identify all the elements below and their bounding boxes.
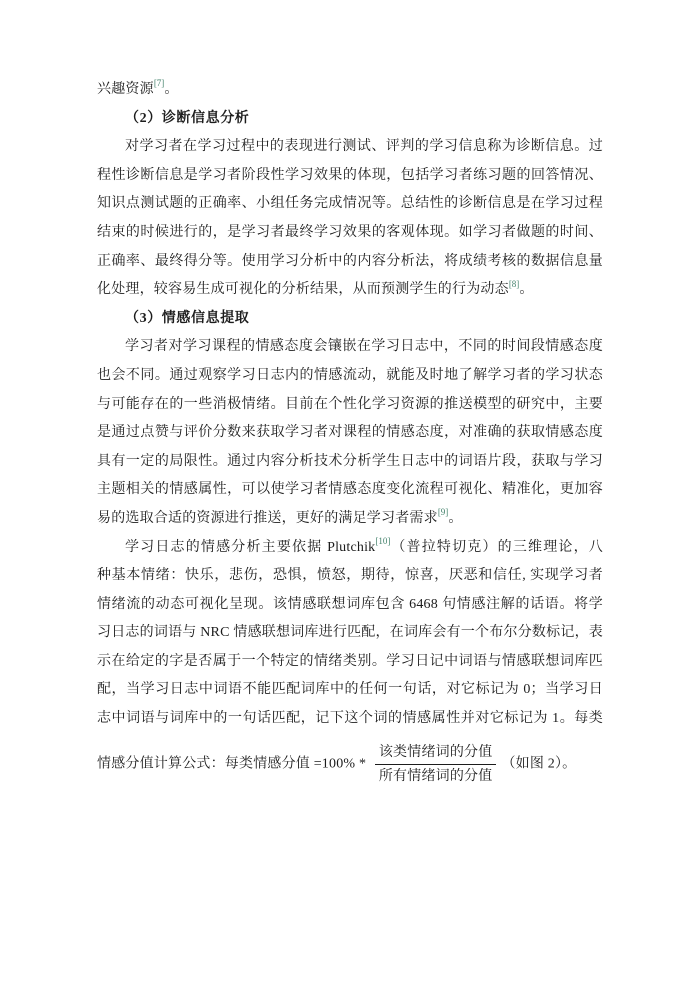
text-line	[97, 248, 603, 277]
text-line	[97, 562, 603, 591]
text-line	[97, 476, 603, 505]
text-run: 主题相关的情感属性，可以使学习者情感态度变化流程可视化、精准化，更加容	[97, 482, 603, 498]
text-run: 也会不同。通过观察学习日志内的情感流动，就能及时地了解学习者的学习状态	[97, 367, 603, 383]
text-line	[97, 333, 603, 362]
fraction-numerator: 该类情绪词的分值	[375, 742, 497, 765]
text-line	[97, 534, 603, 563]
text-run: 。	[519, 282, 534, 298]
text-line	[97, 76, 603, 105]
section-heading	[97, 305, 603, 334]
body-text-block	[97, 76, 603, 787]
text-run: 情感分值计算公式：每类情感分值 =100% *	[97, 756, 370, 772]
text-run: 志中词语与词库中的一句话匹配，记下这个词的情感属性并对它标记为 1。每类	[97, 711, 603, 727]
fraction-denominator: 所有情绪词的分值	[378, 768, 493, 784]
text-run: 种基本情绪：快乐，悲伤，恐惧，愤怒，期待，惊喜，厌恶和信任, 实现学习者	[97, 568, 603, 584]
text-line	[97, 648, 603, 677]
text-run: 具有一定的局限性。通过内容分析技术分析学生日志中的词语片段，获取与学习	[97, 453, 603, 469]
text-line	[97, 619, 603, 648]
formula-line	[97, 734, 603, 787]
text-line	[97, 705, 603, 734]
text-run: 学习日志的情感分析主要依据 Plutchik	[125, 539, 376, 555]
text-line	[97, 362, 603, 391]
text-run: 易的选取合适的资源进行推送，更好的满足学习者需求	[97, 510, 438, 526]
text-run: 示在给定的字是否属于一个特定的情绪类别。学习日记中词语与情感联想词库匹	[97, 653, 603, 669]
section-heading	[97, 105, 603, 134]
text-run: 程性诊断信息是学习者阶段性学习效果的体现，包括学习者练习题的回答情况、	[97, 167, 603, 183]
text-run: （普拉特切克）的三维理论，八	[390, 539, 603, 555]
text-line	[97, 276, 603, 305]
text-run: 与可能存在的一些消极情绪。目前在个性化学习资源的推送模型的研究中，主要	[97, 396, 603, 412]
text-run: 习日志的词语与 NRC 情感联想词库进行匹配，在词库会有一个布尔分数标记，表	[97, 625, 603, 641]
text-line	[97, 505, 603, 534]
text-run: （如图 2）。	[501, 756, 577, 772]
text-line	[97, 190, 603, 219]
text-line	[97, 419, 603, 448]
text-run: 配，当学习日志中词语不能匹配词库中的任何一句话，对它标记为 0；当学习日	[97, 682, 603, 698]
text-line	[97, 219, 603, 248]
text-run: 学习者对学习课程的情感态度会镶嵌在学习日志中，不同的时间段情感态度	[125, 339, 603, 355]
text-run: 。	[164, 82, 179, 97]
fraction	[375, 742, 497, 787]
text-line	[97, 591, 603, 620]
text-run: 情绪流的动态可视化呈现。该情感联想词库包含 6468 句情感注解的话语。将学	[97, 596, 603, 612]
text-run: 兴趣资源	[97, 82, 154, 97]
text-run: 结束的时候进行的，是学习者最终学习效果的客观体现。如学习者做题的时间、	[97, 224, 603, 240]
citation-ref[interactable]: [10]	[375, 535, 391, 546]
text-run: 对学习者在学习过程中的表现进行测试、评判的学习信息称为诊断信息。过	[125, 139, 603, 155]
citation-ref[interactable]: [9]	[437, 507, 449, 518]
text-line	[97, 676, 603, 705]
text-run: 是通过点赞与评价分数来获取学习者对课程的情感态度，对准确的获取情感态度	[97, 425, 603, 441]
citation-ref[interactable]: [7]	[153, 78, 165, 89]
citation-ref[interactable]: [8]	[508, 278, 520, 289]
text-line	[97, 162, 603, 191]
text-run: 知识点测试题的正确率、小组任务完成情况等。总结性的诊断信息是在学习过程	[97, 196, 603, 212]
text-line	[97, 133, 603, 162]
text-run: 正确率、最终得分等。使用学习分析中的内容分析法，将成绩考核的数据信息量	[97, 253, 603, 269]
text-run: （3）情感信息提取	[125, 310, 250, 326]
text-run: 化处理，较容易生成可视化的分析结果，从而预测学生的行为动态	[97, 282, 509, 298]
text-run: 。	[448, 510, 463, 526]
text-line	[97, 448, 603, 477]
text-line	[97, 391, 603, 420]
text-run: （2）诊断信息分析	[125, 110, 250, 126]
